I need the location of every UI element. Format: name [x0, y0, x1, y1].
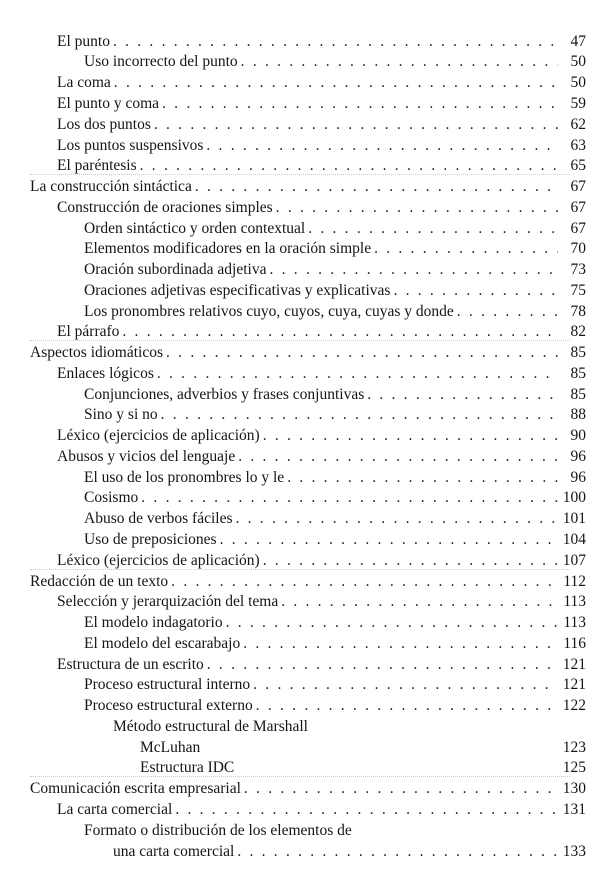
toc-entry-orden-sintactico[interactable]	[0, 217, 586, 239]
toc-entry-label: El punto	[57, 33, 110, 50]
toc-entry-page: 122	[562, 697, 586, 714]
toc-entry-construccion-de-oraciones-simples[interactable]	[0, 196, 586, 218]
toc-entry-label: Cosismo	[84, 489, 139, 506]
toc-entry-page: 107	[562, 552, 586, 569]
toc-entry-label: Abusos y vicios del lenguaje	[57, 448, 236, 465]
toc-entry-uso-incorrecto-del-punto[interactable]	[0, 50, 586, 72]
toc-entry-page: 131	[562, 801, 586, 818]
toc-entry-label: Redacción de un texto	[30, 573, 169, 590]
toc-entry-page: 65	[570, 157, 586, 174]
toc-entry-sino-y-si-no[interactable]	[0, 403, 586, 425]
toc-entry-page: 121	[562, 676, 586, 693]
toc-entry-page: 82	[570, 323, 586, 340]
toc-entry-redaccion-de-un-texto[interactable]	[0, 570, 586, 592]
toc-entry-page: 88	[570, 406, 586, 423]
toc-entry-page: 67	[570, 220, 586, 237]
toc-entry-page: 130	[562, 780, 586, 797]
toc-entry-label: Léxico (ejercicios de aplicación)	[57, 552, 260, 569]
toc-entry-abuso-verbos-faciles[interactable]	[0, 507, 586, 529]
toc-entry-cosismo[interactable]	[0, 486, 586, 508]
toc-entry-page: 67	[570, 199, 586, 216]
toc-entry-el-punto[interactable]	[0, 30, 586, 52]
toc-entry-label: Estructura IDC	[140, 759, 235, 776]
toc-entry-seleccion-jerarquizacion[interactable]	[0, 590, 586, 612]
toc-entry-oracion-subordinada-adjetiva[interactable]	[0, 258, 586, 280]
toc-entry-page: 78	[570, 303, 586, 320]
toc-entry-page: 85	[570, 365, 586, 382]
toc-entry-page: 70	[570, 240, 586, 257]
toc-entry-page: 67	[570, 178, 586, 195]
toc-entry-oraciones-adjetivas[interactable]	[0, 279, 586, 301]
toc-entry-label: El uso de los pronombres lo y le	[84, 469, 285, 486]
toc-entry-mcluhan[interactable]	[0, 736, 586, 758]
toc-entry-page: 73	[570, 261, 586, 278]
toc-entry-label: Estructura de un escrito	[57, 656, 204, 673]
toc-entry-page: 63	[570, 137, 586, 154]
toc-entry-page: 47	[570, 33, 586, 50]
toc-entry-uso-pronombres-lo-le[interactable]	[0, 466, 586, 488]
toc-entry-label: Oraciones adjetivas especificativas y explicativas	[84, 282, 391, 299]
toc-entry-lexico-1[interactable]	[0, 424, 586, 446]
toc-entry-modelo-indagatorio[interactable]	[0, 611, 586, 633]
toc-entry-comunicacion-empresarial[interactable]	[0, 777, 586, 799]
toc-entry-page: 123	[562, 739, 586, 756]
toc-entry-lexico-2[interactable]	[0, 549, 586, 571]
toc-entry-label: Aspectos idiomáticos	[30, 344, 164, 361]
toc-entry-label: Formato o distribución de los elementos de	[84, 822, 352, 839]
toc-entry-label: El paréntesis	[57, 157, 137, 174]
toc-entry-proceso-interno[interactable]	[0, 673, 586, 695]
toc-entry-page: 125	[562, 759, 586, 776]
toc-entry-page: 121	[562, 656, 586, 673]
toc-entry-label: El modelo indagatorio	[84, 614, 223, 631]
toc-entry-page: 85	[570, 344, 586, 361]
toc-entry-label: Uso de preposiciones	[84, 531, 217, 548]
toc-entry-el-punto-y-coma[interactable]	[0, 92, 586, 114]
toc-entry-abusos-y-vicios[interactable]	[0, 445, 586, 467]
toc-entry-label: La construcción sintáctica	[30, 178, 192, 195]
toc-entry-metodo-marshall[interactable]	[0, 715, 558, 737]
toc-entry-page: 101	[562, 510, 586, 527]
toc-entry-label: Abuso de verbos fáciles	[84, 510, 233, 527]
toc-entry-label: Proceso estructural externo	[84, 697, 253, 714]
toc-entry-label: El modelo del escarabajo	[84, 635, 241, 652]
toc-entry-pronombres-relativos[interactable]	[0, 300, 586, 322]
toc-entry-label: La carta comercial	[57, 801, 173, 818]
toc-entry-aspectos-idiomaticos[interactable]	[0, 341, 586, 363]
toc-entry-estructura-idc[interactable]	[0, 756, 586, 778]
toc-entry-una-carta-comercial[interactable]	[0, 840, 586, 862]
toc-entry-page: 116	[563, 635, 586, 652]
toc-entry-modelo-escarabajo[interactable]	[0, 632, 586, 654]
toc-entry-carta-comercial[interactable]	[0, 798, 586, 820]
toc-entry-formato-distribucion[interactable]	[0, 819, 558, 841]
toc-entry-elementos-modificadores[interactable]	[0, 237, 586, 259]
toc-entry-label: Uso incorrecto del punto	[84, 53, 238, 70]
toc-entry-conjunciones[interactable]	[0, 383, 586, 405]
toc-entry-label: Comunicación escrita empresarial	[30, 780, 241, 797]
toc-entry-page: 112	[563, 573, 586, 590]
toc-entry-page: 75	[570, 282, 586, 299]
toc-entry-label: Conjunciones, adverbios y frases conjuntivas	[84, 386, 365, 403]
toc-entry-proceso-externo[interactable]	[0, 694, 586, 716]
toc-entry-la-coma[interactable]	[0, 71, 586, 93]
toc-entry-label: Los pronombres relativos cuyo, cuyos, cuya, cuyas y donde	[84, 303, 454, 320]
toc-entry-label: Enlaces lógicos	[57, 365, 154, 382]
toc-entry-page: 104	[562, 531, 586, 548]
toc-entry-label: Construcción de oraciones simples	[57, 199, 273, 216]
toc-entry-label: Proceso estructural interno	[84, 676, 251, 693]
toc-entry-el-parrafo[interactable]	[0, 320, 586, 342]
toc-entry-page: 96	[570, 469, 586, 486]
toc-entry-page: 100	[562, 489, 586, 506]
toc-entry-page: 113	[563, 614, 586, 631]
toc-entry-label: Léxico (ejercicios de aplicación)	[57, 427, 260, 444]
toc-entry-page: 85	[570, 386, 586, 403]
toc-entry-page: 113	[563, 593, 586, 610]
toc-entry-page: 62	[570, 116, 586, 133]
toc-entry-label: McLuhan	[140, 739, 201, 756]
toc-entry-page: 96	[570, 448, 586, 465]
toc-entry-page: 50	[570, 53, 586, 70]
toc-entry-el-parentesis[interactable]	[0, 154, 586, 176]
toc-entry-label: La coma	[57, 74, 111, 91]
toc-entry-label: Oración subordinada adjetiva	[84, 261, 267, 278]
toc-entry-label: El párrafo	[57, 323, 120, 340]
toc-entry-label: Los puntos suspensivos	[57, 137, 204, 154]
toc-entry-page: 90	[570, 427, 586, 444]
toc-entry-page: 133	[562, 843, 586, 860]
toc-entry-label: Sino y si no	[84, 406, 158, 423]
toc-entry-estructura-escrito[interactable]	[0, 653, 586, 675]
toc-entry-label: El punto y coma	[57, 95, 160, 112]
toc-entry-label: una carta comercial	[113, 843, 235, 860]
toc-entry-enlaces-logicos[interactable]	[0, 362, 586, 384]
toc-entry-los-dos-puntos[interactable]	[0, 113, 586, 135]
toc-entry-page: 59	[570, 95, 586, 112]
toc-entry-label: Elementos modificadores en la oración simple	[84, 240, 372, 257]
toc-entry-page: 50	[570, 74, 586, 91]
toc-entry-label: Orden sintáctico y orden contextual	[84, 220, 306, 237]
toc-entry-label: Los dos puntos	[57, 116, 151, 133]
toc-entry-los-puntos-suspensivos[interactable]	[0, 134, 586, 156]
toc-entry-la-construccion-sintactica[interactable]	[0, 175, 586, 197]
toc-entry-label: Método estructural de Marshall	[113, 718, 308, 735]
toc-entry-uso-preposiciones[interactable]	[0, 528, 586, 550]
toc-entry-label: Selección y jerarquización del tema	[57, 593, 279, 610]
